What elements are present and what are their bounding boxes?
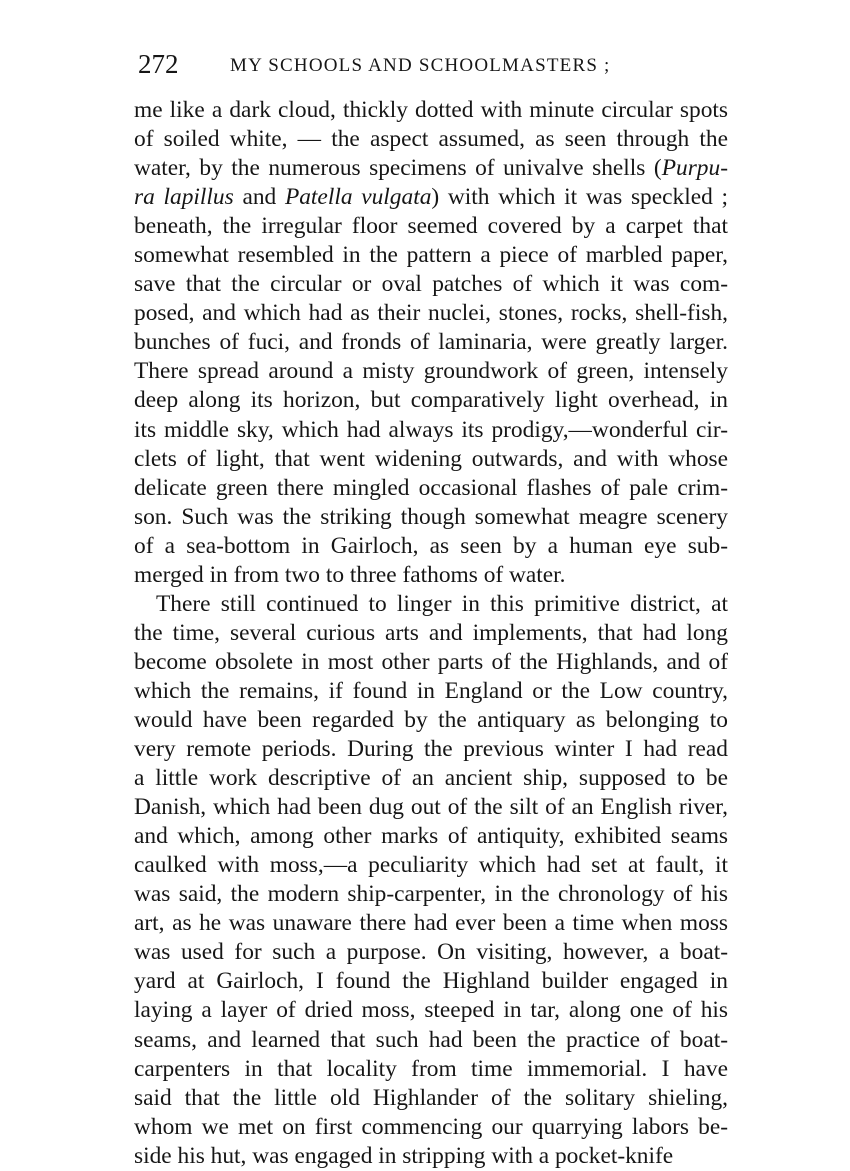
text-line [134,445,728,474]
text-line [134,561,728,590]
text-line [134,793,728,822]
text-line [134,357,728,386]
text-run: me like a dark cloud, thickly dotted with minute circular spots [134,97,728,123]
text-line [134,706,728,735]
text-run: somewhat resembled in the pattern a piece of marbled paper, [134,242,728,269]
text-run: of a sea-bottom in Gairloch, as seen by a human eye sub- [134,532,728,559]
text-run: the time, several curious arts and implements, that had long [134,619,728,646]
text-line [134,1084,728,1113]
text-run: was said, the modern ship-carpenter, in the chronology of his [134,881,728,908]
italic-text: ra lapillus [134,184,234,211]
text-run: There still continued to linger in this primitive district, at [156,590,728,617]
text-run: merged in from two to three fathoms of water. [134,561,566,588]
text-line [134,474,728,503]
text-run: son. Such was the striking though somewhat meagre scenery [134,503,728,530]
text-line [134,154,728,183]
text-line [134,96,728,125]
text-line [134,183,728,212]
text-run: carpenters in that locality from time immemorial. I have [134,1055,728,1082]
text-line [134,735,728,764]
text-line [134,967,728,996]
text-line [134,880,728,909]
text-run: bunches of fuci, and fronds of laminaria, were greatly larger. [134,329,728,356]
text-run: deep along its horizon, but comparatively light overhead, in [134,387,728,414]
page-header [138,48,728,88]
text-run: a little work descriptive of an ancient ship, supposed to be [134,765,728,792]
text-run: of soiled white, — the aspect assumed, as seen through the [134,126,728,153]
text-run: There spread around a misty groundwork of green, intensely [134,358,728,385]
text-run: water, by the numerous specimens of univalve shells ( [134,155,662,182]
text-line [134,270,728,299]
text-run: its middle sky, which had always its prodigy,—wonderful cir- [134,416,728,443]
text-run: caulked with moss,—a peculiarity which had set at fault, it [134,852,728,879]
text-run: ) with which it was speckled ; [431,184,728,211]
text-line [134,328,728,357]
text-line [134,1113,728,1142]
text-run: whom we met on first commencing our quarrying labors be- [134,1113,728,1140]
text-run: said that the little old Highlander of the solitary shieling, [134,1084,728,1111]
text-line [134,822,728,851]
text-line [134,1055,728,1084]
text-line [134,1142,728,1171]
text-line [134,938,728,967]
text-run: delicate green there mingled occasional flashes of pale crim- [134,474,728,501]
text-line [134,677,728,706]
text-line [134,212,728,241]
text-line [134,619,728,648]
text-line [134,851,728,880]
text-line [134,1026,728,1055]
text-line [134,241,728,270]
text-line [134,503,728,532]
body-text [134,96,728,1171]
text-run: was used for such a purpose. On visiting, however, a boat- [134,939,728,966]
text-line [134,125,728,154]
text-run: side his hut, was engaged in stripping with a pocket-knife [134,1142,674,1169]
text-run: art, as he was unaware there had ever been a time when moss [134,910,728,937]
text-run: yard at Gairloch, I found the Highland builder engaged in [134,968,728,995]
text-line [134,909,728,938]
text-run: become obsolete in most other parts of the Highlands, and of [134,648,728,675]
text-line [134,299,728,328]
text-line [134,386,728,415]
text-run: laying a layer of dried moss, steeped in tar, along one of his [134,997,728,1024]
text-run: clets of light, that went widening outwards, and with whose [134,445,728,472]
text-run: and [233,184,285,211]
text-line [134,416,728,445]
text-run: very remote periods. During the previous winter I had read [134,736,728,763]
text-run: posed, and which had as their nuclei, stones, rocks, shell-fish, [134,300,728,327]
text-run: seams, and learned that such had been the practice of boat- [134,1026,728,1053]
text-run: beneath, the irregular floor seemed covered by a carpet that [134,213,728,240]
text-line [134,764,728,793]
text-run: which the remains, if found in England or the Low country, [134,677,728,704]
text-line [134,996,728,1025]
text-run: save that the circular or oval patches of which it was com- [134,271,728,298]
text-line [134,648,728,677]
italic-text: Patella vulgata [284,184,432,211]
page-number: 272 [138,49,179,79]
text-run: Danish, which had been dug out of the silt of an English river, [134,794,728,821]
text-run: would have been regarded by the antiquary as belonging to [134,706,728,733]
running-title: MY SCHOOLS AND SCHOOLMASTERS ; [230,55,611,76]
italic-text: Purpu- [661,155,728,182]
text-run: and which, among other marks of antiquity, exhibited seams [134,823,728,850]
text-line [134,532,728,561]
text-line [134,590,728,619]
